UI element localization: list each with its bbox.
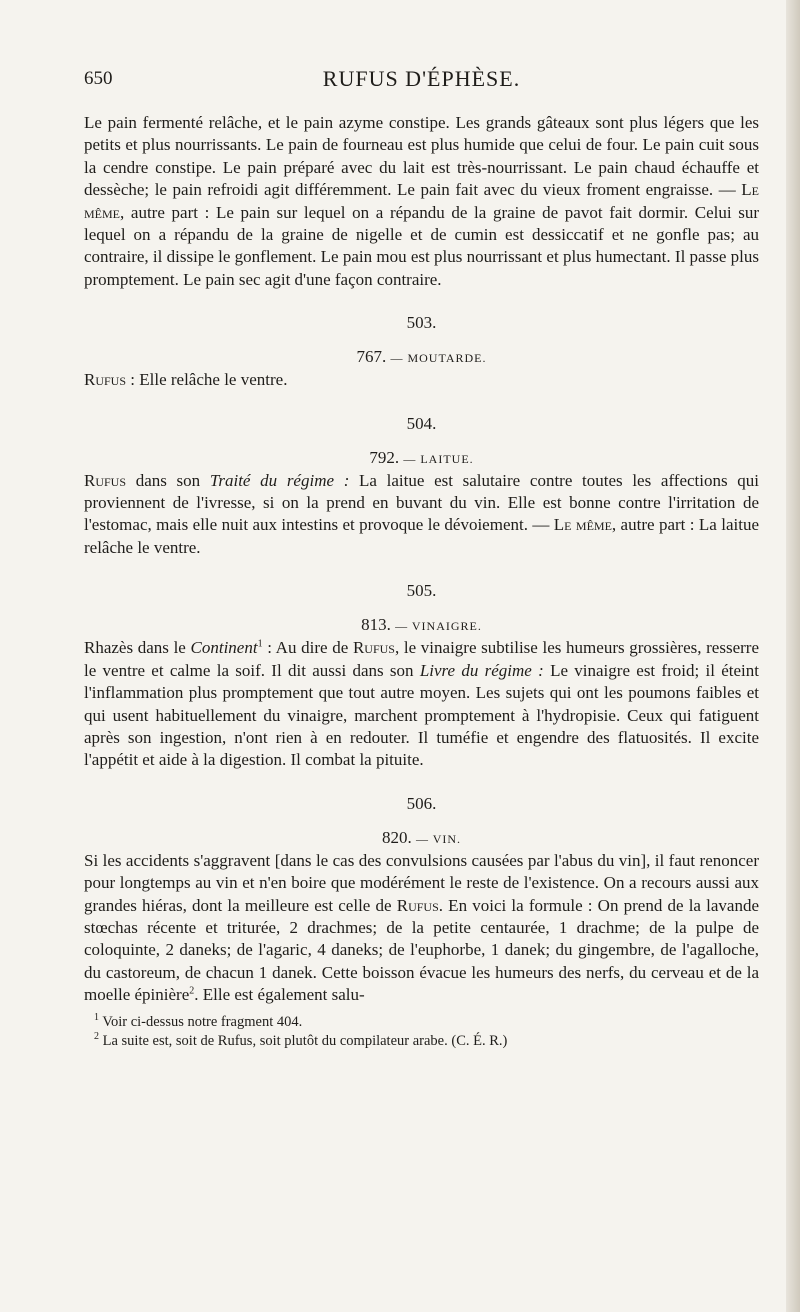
section-paragraph xyxy=(84,850,759,1007)
section-number: 504. xyxy=(406,413,437,433)
fragment-ref: 767. xyxy=(356,347,387,367)
footnote-text: La suite est, soit de Rufus, soit plutôt du compilateur arabe. (C. É. R.) xyxy=(99,1032,508,1049)
section-paragraph xyxy=(84,369,759,391)
footnote xyxy=(84,1032,759,1051)
work-title: Livre du régime : xyxy=(419,660,544,680)
footnote xyxy=(84,1013,759,1032)
section-number: 506. xyxy=(406,793,437,813)
section-label: — VIN. xyxy=(415,831,462,846)
section-text: . En voici la formule : On prend de la lavande stœchas récente et triturée, 2 drachmes; de la petite centaurée, 1 drachme; de la pulpe de coloquinte, 2 daneks; de l'agaric, 4 daneks; de l'euphorbe, 1 danek; du gingembre, de l'agalloche, du castoreum, de chacun 1 danek. Cette boisson évacue les humeurs des nerfs, du cerveau et de la moelle épinière xyxy=(84,895,760,1005)
section-text: , autre part : La laitue relâche le ventre. xyxy=(84,515,759,557)
author-ref: Le même xyxy=(553,515,612,535)
section-text: : Au dire de xyxy=(262,638,353,658)
intro-text: , autre part : Le pain sur lequel on a répandu de la graine de pavot fait dormir. Celui sur lequel on a répandu de la graine de nigelle et de cumin est dessiccatif et ne gonfle pas; au contraire, il dissipe le gonflement. Le pain mou est plus nourrissant et plus humectant. Il passe plus promptement. Le pain sec agit d'une façon contraire. xyxy=(84,202,759,289)
section-heading xyxy=(84,615,759,637)
intro-text: Le pain fermenté relâche, et le pain azyme constipe. Les grands gâteaux sont plus légers que les petits et plus nourrissants. Le pain de fourneau est plus humide que celui de four. Le pain cuit sous la cendre constipe. Le pain préparé avec du lait est très-nourrissant. Le pain chaud échauffe et dessèche; le pain refroidi agit différemment. Le pain fait avec du vieux froment engraisse. — xyxy=(84,113,759,200)
author-ref: Rufus xyxy=(84,370,127,390)
section-heading xyxy=(84,448,759,470)
section-text: Rhazès dans le xyxy=(84,638,191,658)
work-title: Traité du régime : xyxy=(209,470,350,490)
fragment-ref: 792. xyxy=(369,447,400,467)
running-title: RUFUS D'ÉPHÈSE. xyxy=(322,66,521,91)
author-ref: Rufus xyxy=(396,895,439,915)
section-text: : Elle relâche le ventre. xyxy=(126,370,288,390)
author-ref: Rufus xyxy=(84,470,127,490)
section-number: 503. xyxy=(406,313,437,333)
section-heading xyxy=(84,347,759,369)
footnotes xyxy=(84,1013,759,1051)
footnote-text: Voir ci-dessus notre fragment 404. xyxy=(99,1013,303,1030)
section-paragraph xyxy=(84,470,759,560)
section-label: — MOUTARDE. xyxy=(390,351,487,366)
author-ref: Rufus xyxy=(352,638,395,658)
fragment-ref: 820. xyxy=(381,827,412,847)
section-text: dans son xyxy=(126,470,210,490)
footnote-marker: 2 xyxy=(189,985,195,997)
section-text: , le vinaigre subtilise les humeurs grossières, resserre le ventre et calme la soif. Il dit aussi dans son xyxy=(84,638,759,680)
footnote-mark: 1 xyxy=(94,1011,99,1023)
section-label: — LAITUE. xyxy=(403,451,474,466)
section-label: — VINAIGRE. xyxy=(395,619,482,634)
section-text: Si les accidents s'aggravent [dans le cas des convulsions causées par l'abus du vin], il faut renoncer pour longtemps au vin et n'en boire que modérément le reste de l'existence. On a recours aussi aux grandes hiéras, dont la meilleure est celle de xyxy=(84,850,759,915)
fragment-ref: 813. xyxy=(361,615,391,635)
page-header xyxy=(84,66,759,106)
author-ref: Le même xyxy=(84,180,759,222)
section-heading xyxy=(84,828,759,850)
section-text: Le vinaigre est froid; il éteint l'inflammation plus promptement que tout autre moyen. Les sujets qui ont les poumons faibles et qui usent habituellement du vinaigre, marchent promptement à l'hydropisie. Ceux qui fatiguent après son ingestion, n'ont rien à en redouter. Il tuméfie et engendre des flatuosités. Il excite l'appétit et aide à la digestion. Il combat la pituite. xyxy=(84,660,759,770)
page-edge xyxy=(786,0,800,1312)
footnote-mark: 2 xyxy=(94,1030,99,1042)
section-text: La laitue est salutaire contre toutes les affections qui proviennent de l'ivresse, si on la prend en buvant du vin. Elle est bonne contre l'irritation de l'estomac, mais elle nuit aux intestins et provoque le dévoiement. — xyxy=(84,470,760,535)
section-number: 505. xyxy=(406,581,437,601)
work-title: Continent xyxy=(190,638,258,658)
section-paragraph xyxy=(84,637,759,771)
section-text: . Elle est également salu- xyxy=(194,985,365,1005)
footnote-marker: 1 xyxy=(257,638,263,650)
intro-paragraph xyxy=(84,112,759,291)
page-number: 650 xyxy=(84,68,113,89)
book-page xyxy=(84,66,759,1051)
